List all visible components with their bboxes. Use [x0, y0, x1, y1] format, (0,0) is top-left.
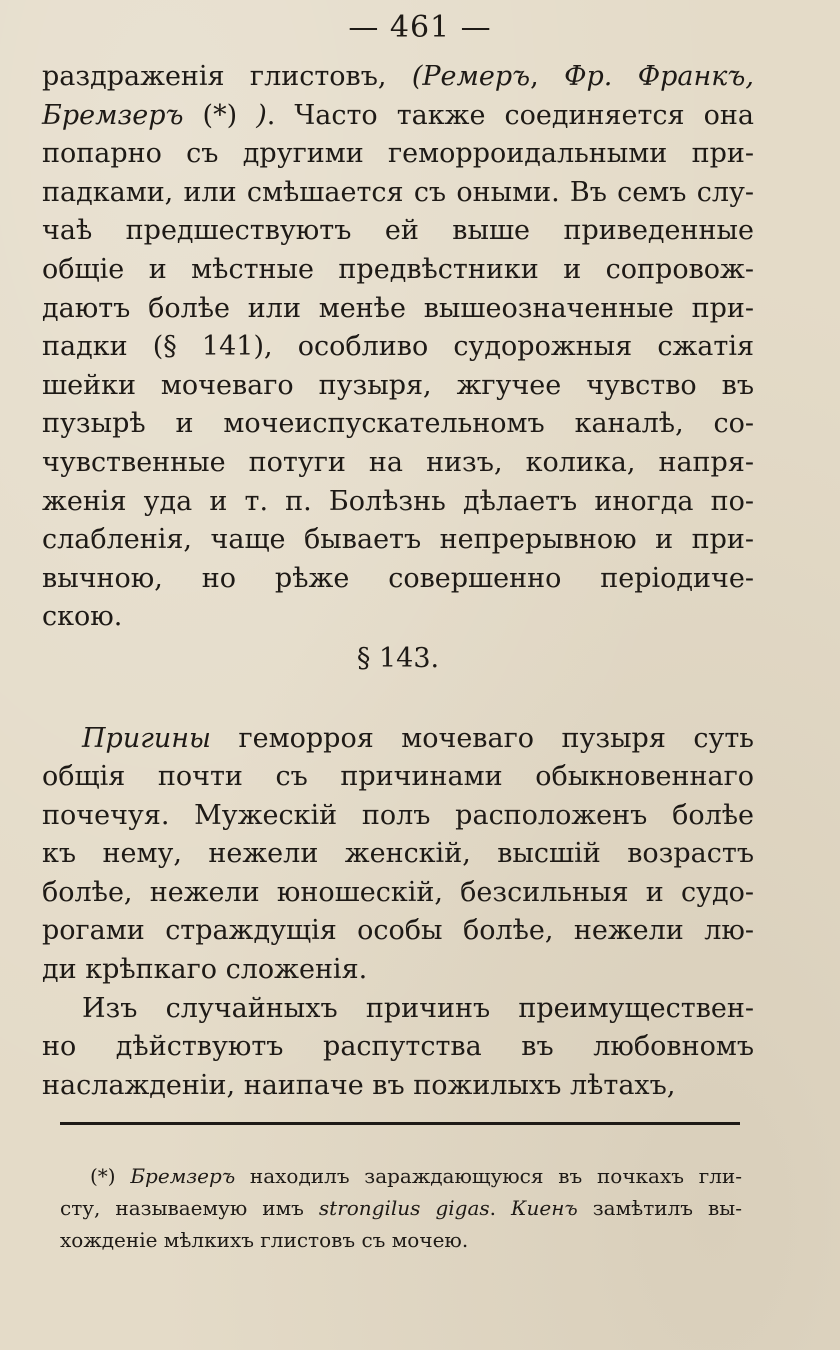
text-line: чувственные потуги на низъ, колика, напря- [42, 446, 754, 478]
text-line: женія уда и т. п. Болѣзнь дѣлаетъ иногда по- [42, 485, 754, 517]
text-line: шейки мочеваго пузыря, жгучее чувство въ [42, 369, 754, 401]
paragraph-1 [42, 58, 754, 637]
text-line: рогами страждущія особы болѣе, нежели лю- [42, 915, 754, 947]
footnote-divider [60, 1122, 740, 1125]
text-line: вычною, но рѣже совершенно періодиче- [42, 562, 754, 594]
text-line: болѣе, нежели юношескій, безсильныя и судо- [42, 876, 754, 908]
text-line: общія почти съ причинами обыкновеннаго [42, 761, 754, 793]
text-line: пузырѣ и мочеиспускательномъ каналѣ, со- [42, 408, 754, 440]
text-line: Изъ случайныхъ причинъ преимуществен- [82, 992, 754, 1024]
text-line: общіе и мѣстные предвѣстники и сопровож- [42, 253, 754, 285]
paragraph-2 [42, 720, 754, 990]
italic-run: Бремзеръ [42, 99, 184, 131]
text-line: слабленія, чаще бываетъ непрерывною и при- [42, 524, 754, 556]
text-line: сту, называемую имъ strongilus gigas. Киенъ замѣтилъ вы- [60, 1196, 742, 1220]
text-line: чаѣ предшествуютъ ей выше приведенные [42, 215, 754, 247]
text-line: ди крѣпкаго сложенія. [42, 954, 368, 986]
page-number: — 461 — [348, 10, 492, 45]
text-line: скою. [42, 601, 123, 633]
text-line: но дѣйствуютъ распутства въ любовномъ [42, 1031, 754, 1063]
text-line: (*) Бремзеръ находилъ зараждающуюся въ почкахъ гли- [90, 1164, 742, 1188]
italic-run: (Ремеръ [411, 61, 531, 92]
italic-run: strongilus gigas [318, 1196, 490, 1220]
body-text [42, 58, 754, 1105]
italic-run: Бремзеръ [130, 1164, 236, 1188]
text-line: раздраженія глистовъ, (Ремеръ, Фр. Франкъ, [42, 61, 755, 92]
text-line: хожденіе мѣлкихъ глистовъ съ мочею. [60, 1228, 469, 1252]
footnote [60, 1160, 742, 1256]
text-line: Бремзеръ (*) ). Часто также соединяется она [42, 99, 755, 131]
text-line: даютъ болѣе или менѣе вышеозначенные при- [42, 292, 754, 324]
section-gap [42, 682, 754, 720]
text-line: попарно съ другими геморроидальными при- [42, 138, 754, 170]
italic-run: Пригины [82, 722, 212, 754]
italic-run: ) [256, 99, 267, 131]
text-line: Пригины геморроя мочеваго пузыря суть [82, 722, 754, 754]
italic-run: Фр. Франкъ, [564, 61, 755, 92]
text-line: падки (§ 141), особливо судорожныя сжатія [42, 331, 754, 363]
text-line: къ нему, нежели женскій, высшій возрастъ [42, 838, 754, 870]
paragraph-3 [42, 990, 754, 1106]
section-heading: § 143. [356, 642, 440, 674]
text-line: падками, или смѣшается съ оными. Въ семъ слу- [42, 176, 754, 208]
italic-run: Киенъ [511, 1196, 578, 1220]
text-line: почечуя. Мужескій полъ расположенъ болѣе [42, 799, 754, 831]
text-line: наслажденіи, наипаче въ пожилыхъ лѣтахъ, [42, 1069, 676, 1101]
